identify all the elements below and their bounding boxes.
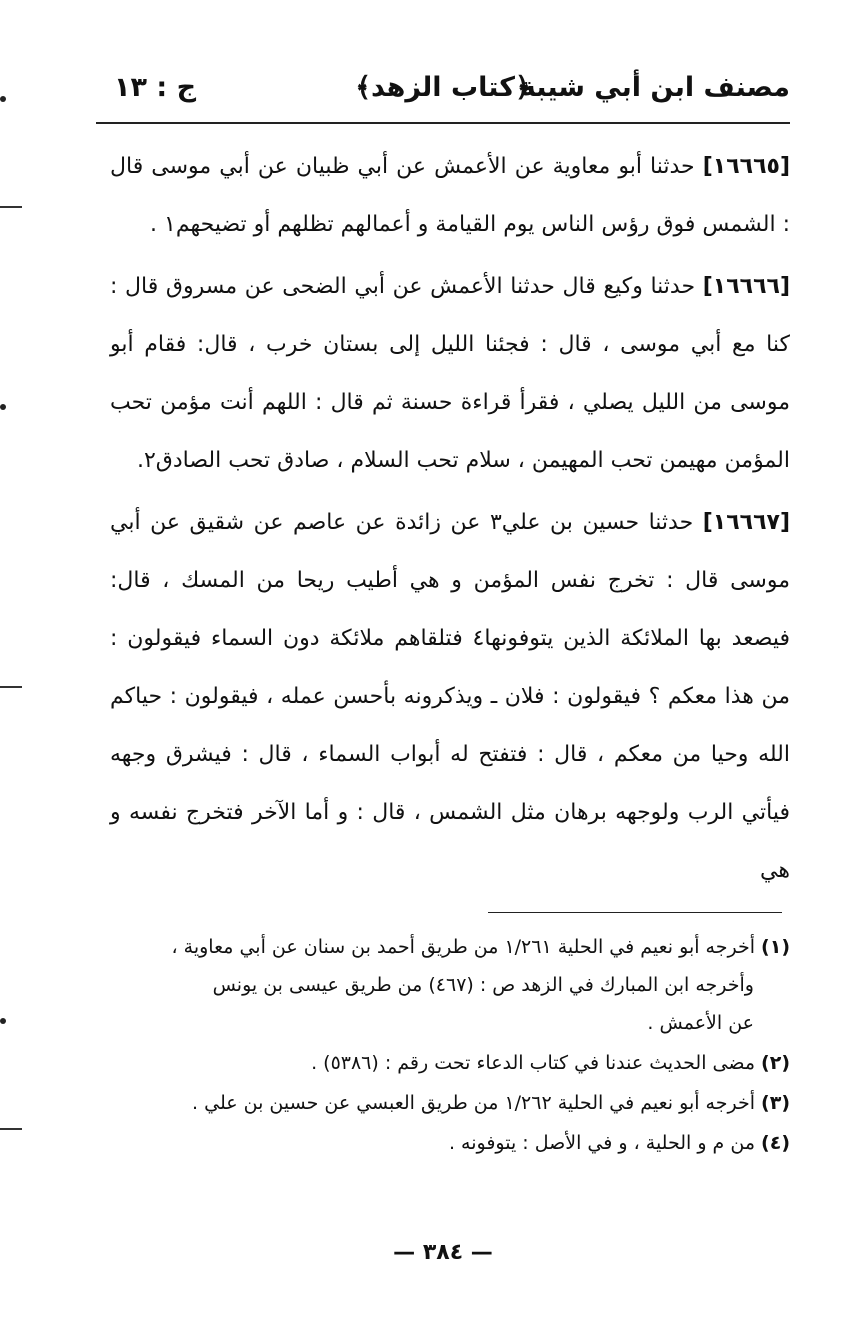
footnote-number: (٤)	[761, 1132, 790, 1154]
footnote-number: (١)	[761, 936, 790, 958]
main-text	[110, 138, 790, 904]
footnote-number: (٢)	[761, 1052, 790, 1074]
page-number: — ٣٨٤ —	[393, 1240, 493, 1265]
footnote	[116, 1124, 790, 1162]
footnote-line: أخرجه أبو نعيم في الحلية ١/٢٦٢ من طريق العبسي عن حسين بن علي .	[192, 1092, 756, 1114]
margin-mark	[0, 1018, 6, 1024]
hadith-text: حدثنا أبو معاوية عن الأعمش عن أبي ظبيان عن أبي موسى قال : الشمس فوق رؤس الناس يوم القيامة و أعمالهم تظلهم أو تضيحهم١ .	[110, 154, 790, 237]
chapter-title: ﴿كتاب الزهد﴾	[355, 72, 531, 103]
footnote-line: مضى الحديث عندنا في كتاب الدعاء تحت رقم : (٥٣٨٦) .	[311, 1052, 756, 1074]
volume-number: ج : ١٣	[114, 72, 197, 103]
footnote	[116, 1084, 790, 1122]
hadith-paragraph	[110, 258, 790, 490]
footnote	[116, 1044, 790, 1082]
footnote-line: من م و الحلية ، و في الأصل : يتوفونه .	[448, 1132, 756, 1154]
footnote-line: عن الأعمش .	[647, 1012, 754, 1034]
page	[96, 60, 790, 1290]
hadith-number: [١٦٦٦٧]	[702, 510, 790, 535]
margin-mark	[0, 206, 22, 208]
footnote	[116, 928, 790, 1042]
margin-mark	[0, 1128, 22, 1130]
hadith-text: حدثنا حسين بن علي٣ عن زائدة عن عاصم عن شقيق عن أبي موسى قال : تخرج نفس المؤمن و هي أطيب ريحا من المسك ، قال: فيصعد بها الملائكة الذين يتوفونها٤ فتلقاهم ملائكة دون السماء فيقولون : من هذا معكم ؟ فيقولون : فلان ـ ويذكرونه بأحسن عمله ، فيقولون : حياكم الله وحيا من معكم ، قال : فتفتح له أبواب السماء ، قال : فيشرق وجهه فيأتي الرب ولوجهه برهان مثل الشمس ، قال : و أما الآخر فتخرج نفسه و هي	[110, 510, 790, 883]
header-rule	[96, 122, 790, 124]
footnote-line: وأخرجه ابن المبارك في الزهد ص : (٤٦٧) من طريق عيسى بن يونس	[212, 974, 754, 996]
footnotes	[116, 928, 790, 1164]
running-header	[96, 60, 790, 122]
footnote-rule	[488, 912, 782, 913]
hadith-paragraph	[110, 138, 790, 254]
hadith-number: [١٦٦٦٥]	[702, 154, 790, 179]
footnote-number: (٣)	[761, 1092, 790, 1114]
book-title: مصنف ابن أبي شيبة	[519, 72, 790, 103]
hadith-text: حدثنا وكيع قال حدثنا الأعمش عن أبي الضحى عن مسروق قال : كنا مع أبي موسى ، قال : فجئنا الليل إلى بستان خرب ، قال: فقام أبو موسى من الليل يصلي ، فقرأ قراءة حسنة ثم قال : اللهم أنت مؤمن تحب المؤمن مهيمن تحب المهيمن ، سلام تحب السلام ، صادق تحب الصادق٢.	[110, 274, 790, 473]
margin-mark	[0, 96, 6, 102]
margin-mark	[0, 404, 6, 410]
footnote-line: أخرجه أبو نعيم في الحلية ١/٢٦١ من طريق أحمد بن سنان عن أبي معاوية ،	[171, 936, 756, 958]
hadith-number: [١٦٦٦٦]	[702, 274, 790, 299]
hadith-paragraph	[110, 494, 790, 900]
margin-mark	[0, 686, 22, 688]
